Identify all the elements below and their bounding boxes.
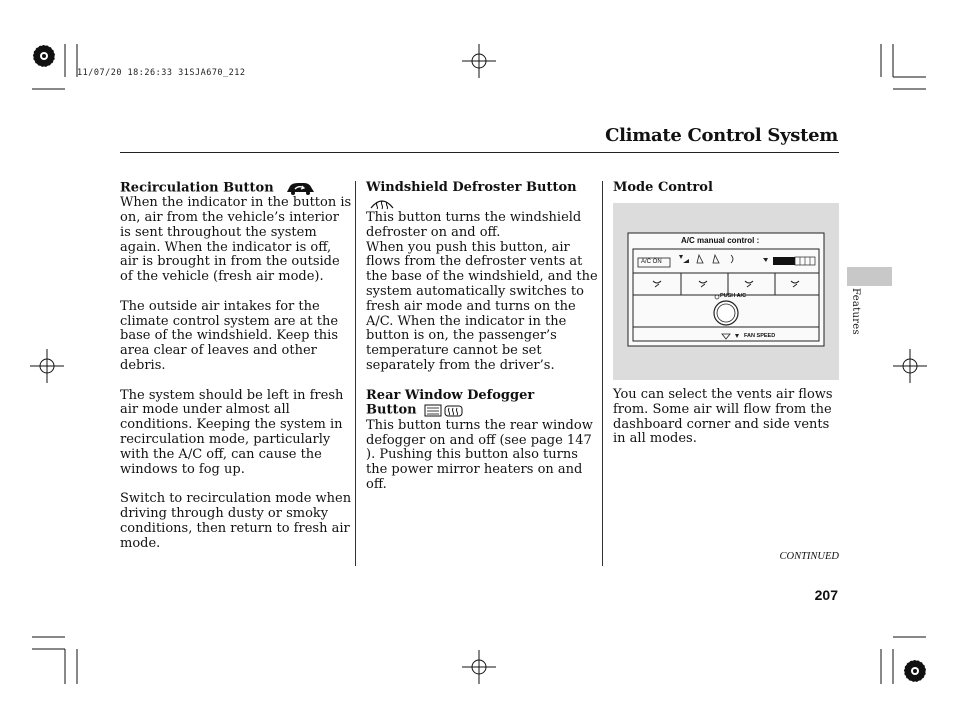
- recirculation-paragraph-2: The outside air intakes for the climate control system are at the base of the windshield. Keep this area clear of leaves and other debris.: [120, 298, 339, 374]
- recirculation-heading: Recirculation Button: [120, 180, 274, 196]
- mode-control-paragraph-block: [613, 388, 839, 447]
- defroster-heading-line: [366, 181, 598, 211]
- mode-control-paragraph: You can select the vents air flows from. Some air will flow from the dashboard corner and side vents in all modes.: [613, 387, 833, 447]
- defogger-heading-line1: Rear Window Defogger: [366, 387, 535, 403]
- section-tab-label: Features: [850, 288, 861, 335]
- recirculation-paragraph-3: The system should be left in fresh air mode under almost all conditions. Keeping the system in recirculation mode, particularly with the A/C off, can cause the windows to fog up.: [120, 387, 344, 477]
- panel-title: A/C manual control :: [681, 236, 760, 245]
- rear-defogger-icon: [424, 403, 464, 417]
- windshield-defroster-icon: [369, 196, 395, 210]
- section-tab: [847, 267, 892, 286]
- continued-label: CONTINUED: [779, 551, 839, 562]
- column-divider-1: [355, 181, 356, 566]
- page-number: 207: [814, 587, 838, 603]
- print-stamp: 11/07/20 18:26:33 31SJA670_212: [77, 68, 246, 78]
- panel-ac-on-label: A/C ON: [641, 259, 662, 265]
- defroster-heading: Windshield Defroster Button: [366, 180, 577, 195]
- recirculation-paragraph-1: When the indicator in the button is on, air from the vehicle’s interior is sent throughout the system again. When the indicator is off, air is brought in from the outside of the vehicle (fresh air mode).: [120, 195, 352, 285]
- defroster-paragraph-2: When you push this button, air flows from the defroster vents at the base of the windshield, and the system automatically switches to fresh air mode and turns on the A/C. When the indicator in the button is on, the passenger’s temperature cannot be set separately from the driver’s.: [366, 239, 598, 374]
- recirculation-icon: [284, 181, 316, 195]
- defogger-heading-line2: [366, 403, 598, 418]
- recirculation-heading-line: [120, 181, 352, 196]
- title-rule: [120, 152, 839, 153]
- defogger-heading: Button: [366, 402, 417, 418]
- control-panel-illustration: [613, 203, 839, 380]
- defroster-paragraph-1: This button turns the windshield defroster on and off.: [366, 210, 582, 240]
- recirculation-paragraph-4: Switch to recirculation mode when driving through dusty or smoky conditions, then return to fresh air mode.: [120, 491, 352, 551]
- defogger-paragraph: This button turns the rear window defogger on and off (see page 147 ). Pushing this button also turns the power mirror heaters on and off.: [366, 417, 593, 492]
- panel-fan-speed-label: FAN SPEED: [744, 333, 776, 339]
- column-mode-control: [613, 181, 839, 196]
- column-recirculation: [120, 181, 352, 551]
- mode-control-heading: Mode Control: [613, 180, 713, 195]
- page-title: Climate Control System: [605, 125, 838, 146]
- column-divider-2: [602, 181, 603, 566]
- control-panel-drawing: [613, 203, 839, 380]
- panel-push-ac-label: PUSH A/C: [720, 293, 747, 299]
- column-defroster: [366, 181, 598, 493]
